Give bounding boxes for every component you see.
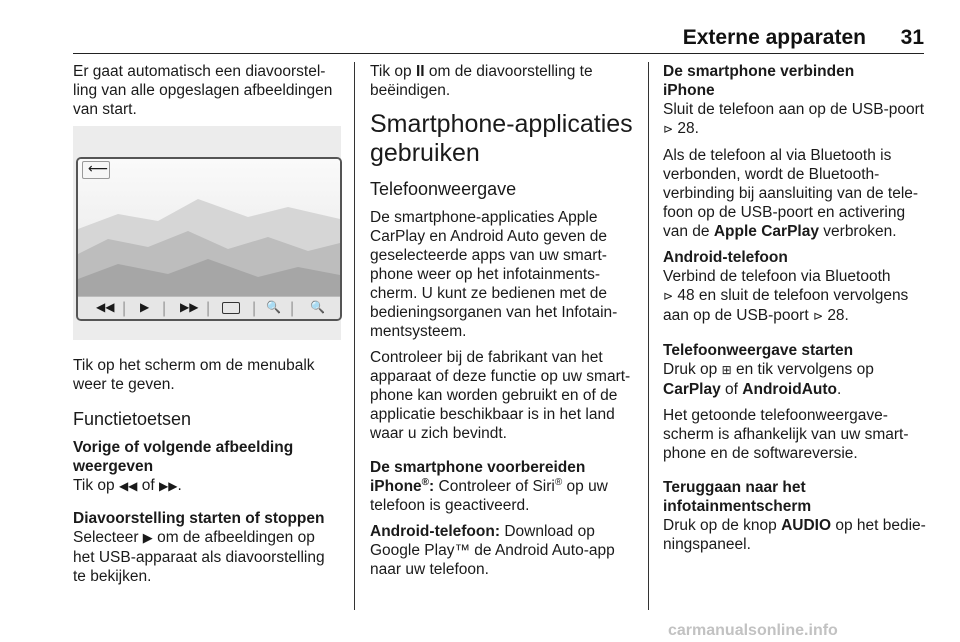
- slideshow-heading: Diavoorstelling starten of stoppen: [73, 510, 325, 527]
- page-reference-icon: ⊳: [812, 309, 823, 323]
- mountain-landscape-image: [78, 159, 340, 319]
- bar-separator: |: [252, 300, 257, 317]
- column-2: [370, 62, 640, 586]
- manufacturer-check-paragraph: Controleer bij de fabrikant van het apparaat of deze functie op uw smart- phone kan worden gebruikt en of de applicatie beschikbaar is in het land waar u zich bevindt.: [370, 349, 631, 442]
- android-heading: Android-telefoon: [663, 249, 788, 266]
- functions-heading: Functietoetsen: [73, 409, 192, 429]
- iphone-connect-paragraph: Sluit de telefoon aan op de USB-poort ⊳ 28.: [663, 101, 925, 137]
- watermark: carmanualsonline.info: [668, 622, 838, 639]
- rewind-icon[interactable]: ◀◀: [96, 300, 115, 314]
- zoom-out-icon[interactable]: 🔍: [266, 300, 281, 314]
- phone-display-heading: Telefoonweergave: [370, 179, 517, 199]
- rewind-icon: ◀◀: [118, 479, 138, 493]
- android-prepare-paragraph: Android-telefoon: Download op Google Play™ de Android Auto-app naar uw telefoon.: [370, 523, 615, 578]
- bar-separator: |: [162, 300, 167, 317]
- slideshow-menu-bar: [78, 296, 340, 319]
- start-phone-display-heading: Telefoonweergave starten: [663, 342, 854, 359]
- page-number: 31: [900, 26, 924, 49]
- prepare-smartphone-heading: De smartphone voorbereiden: [370, 459, 586, 476]
- slideshow-paragraph: Selecteer ▶ om de afbeeldingen op het USB-apparaat als diavoorstelling te bekijken.: [73, 529, 325, 585]
- pause-icon: II: [415, 63, 425, 80]
- home-grid-icon: ⊞: [721, 363, 732, 377]
- column-3: [663, 62, 927, 561]
- fast-forward-icon[interactable]: ▶▶: [180, 300, 199, 314]
- page-header: [73, 26, 924, 52]
- zoom-in-icon[interactable]: 🔍: [310, 300, 325, 314]
- bar-separator: |: [290, 300, 295, 317]
- column-1: [73, 62, 341, 126]
- column-divider-2: [648, 62, 649, 610]
- start-paragraph: Druk op ⊞ en tik vervolgens op CarPlay of AndroidAuto.: [663, 361, 874, 398]
- play-icon: ▶: [142, 531, 153, 546]
- prev-next-paragraph: Tik op ◀◀ of ▶▶.: [73, 477, 182, 494]
- header-rule: [73, 53, 924, 54]
- play-icon[interactable]: ▶: [140, 300, 150, 314]
- connect-smartphone-heading: De smartphone verbinden: [663, 63, 855, 80]
- iphone-heading: iPhone: [663, 82, 715, 99]
- page-reference-icon: ⊳: [663, 289, 674, 303]
- back-button[interactable]: [82, 161, 110, 179]
- column-divider-1: [354, 62, 355, 610]
- prev-next-heading: Vorige of volgende afbeelding weergeven: [73, 439, 294, 475]
- apps-intro-paragraph: De smartphone-applicaties Apple CarPlay en Android Auto geven de geselecteerde apps van uw smart- phone weer op het infotainments- cherm. U kunt ze bedienen met de bedieningsorganen van het Infotain- mentsysteem.: [370, 209, 618, 340]
- iphone-prepare-paragraph: iPhone®: Controleer of Siri® op uw telefoon is geactiveerd.: [370, 476, 608, 514]
- page-title: Externe apparaten: [682, 26, 866, 49]
- bar-separator: |: [122, 300, 127, 317]
- fast-forward-icon: ▶▶: [158, 479, 178, 493]
- bluetooth-paragraph: Als de telefoon al via Bluetooth is verbonden, wordt de Bluetooth- verbinding bij aansluiting van de tele- foon op de USB-poort en activering van de Apple CarPlay verbroken.: [663, 147, 919, 240]
- slideshow-screen-illustration: [76, 157, 342, 321]
- page-reference-icon: ⊳: [663, 122, 674, 136]
- return-paragraph: Druk op de knop AUDIO op het bedie- ningspaneel.: [663, 517, 926, 553]
- column-1-lower: [73, 356, 341, 593]
- fit-screen-icon[interactable]: [222, 302, 240, 314]
- bar-separator: |: [206, 300, 211, 317]
- back-arrow-icon: ⟵: [88, 161, 109, 177]
- intro-paragraph: Er gaat automatisch een diavoorstel- ling van alle opgeslagen afbeeldingen van start.: [73, 63, 333, 118]
- depends-paragraph: Het getoonde telefoonweergave- scherm is afhankelijk van uw smart- phone en de softwareversie.: [663, 407, 909, 462]
- android-connect-paragraph: Verbind de telefoon via Bluetooth ⊳ 48 en sluit de telefoon vervolgens aan op de USB-poort ⊳ 28.: [663, 268, 909, 324]
- stop-slideshow-paragraph: Tik op II om de diavoorstelling te beëindigen.: [370, 63, 593, 99]
- return-heading: Teruggaan naar het infotainmentscherm: [663, 479, 812, 515]
- smartphone-apps-heading: Smartphone-applicaties gebruiken: [370, 110, 633, 167]
- tap-screen-paragraph: Tik op het scherm om de menubalk weer te geven.: [73, 357, 315, 393]
